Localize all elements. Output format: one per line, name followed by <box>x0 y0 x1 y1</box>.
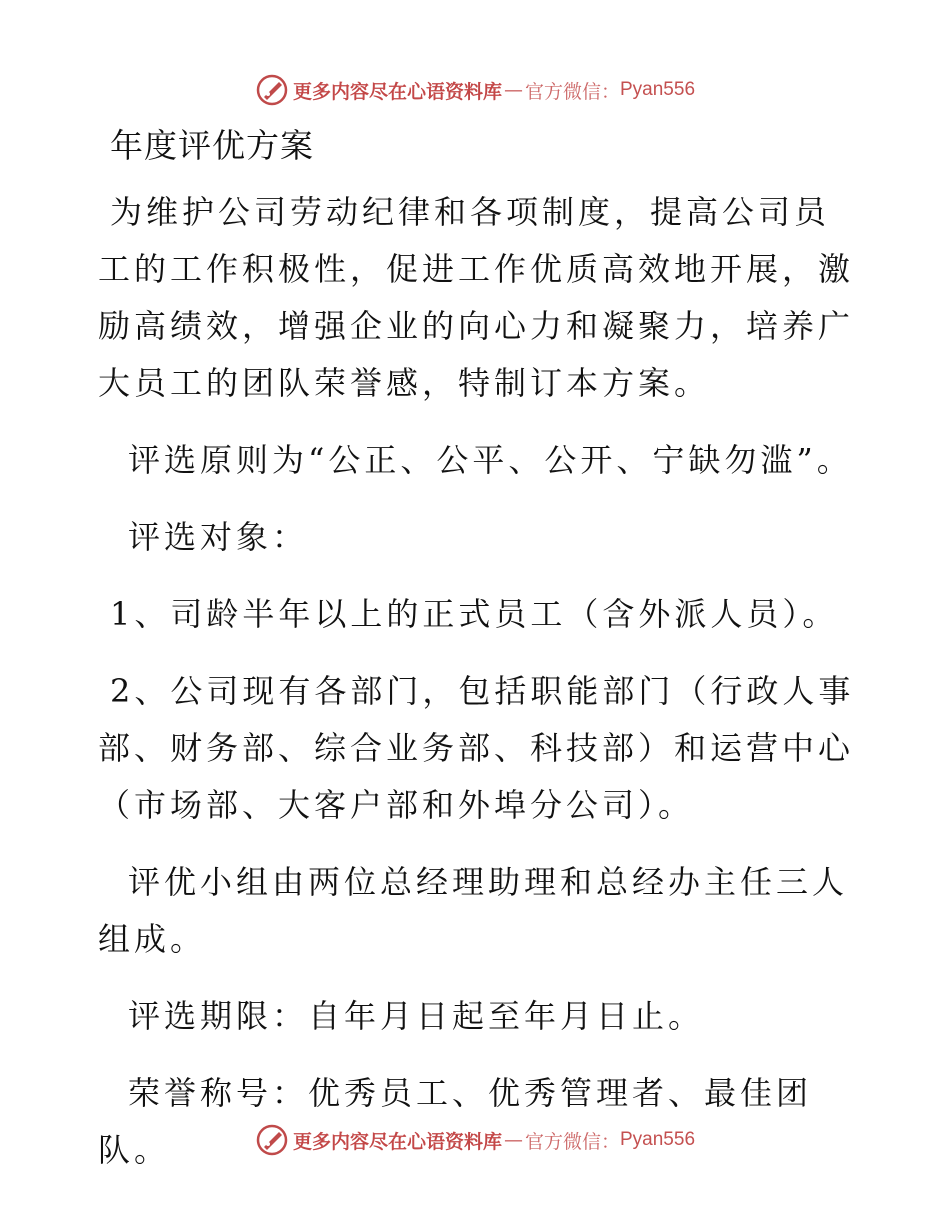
watermark-sub-text: 官方微信： <box>524 1130 620 1153</box>
pen-logo-icon <box>255 1123 289 1157</box>
document-title: 年度评优方案 <box>110 126 314 165</box>
watermark-main-text: 更多内容尽在心语资料库 <box>292 1130 502 1153</box>
watermark-separator: — <box>503 79 523 101</box>
pen-logo-icon <box>255 73 289 107</box>
document-body <box>98 118 858 1179</box>
watermark-sub-text: 官方微信： <box>524 80 620 103</box>
watermark-separator: — <box>503 1129 523 1151</box>
footer-watermark <box>0 1120 950 1160</box>
watermark-main-text: 更多内容尽在心语资料库 <box>292 80 502 103</box>
header-watermark <box>0 70 950 110</box>
period-paragraph: 评选期限：自年月日起至年月日止。 <box>128 997 705 1035</box>
committee-paragraph: 评优小组由两位总经理助理和总经办主任三人组成。 <box>98 863 849 958</box>
honors-paragraph: 荣誉称号：优秀员工、优秀管理者、最佳团队。 <box>98 1074 813 1169</box>
intro-paragraph: 为维护公司劳动纪律和各项制度，提高公司员工的工作积极性，促进工作优质高效地开展，激励高绩效，增强企业的向心力和凝聚力，培养广大员工的团队荣誉感，特制订本方案。 <box>98 193 855 402</box>
target-item-2: 2、公司现有各部门，包括职能部门（行政人事部、财务部、综合业务部、科技部）和运营中心（市场部、大客户部和外埠分公司）。 <box>98 672 855 824</box>
watermark-wechat-id: Pyan556 <box>620 1129 696 1150</box>
target-heading: 评选对象： <box>128 518 309 556</box>
watermark-wechat-id: Pyan556 <box>620 79 696 100</box>
target-item-1: 1、司龄半年以上的正式员工（含外派人员）。 <box>110 595 839 633</box>
principle-paragraph: 评选原则为“公正、公平、公开、宁缺勿滥”。 <box>128 441 853 479</box>
